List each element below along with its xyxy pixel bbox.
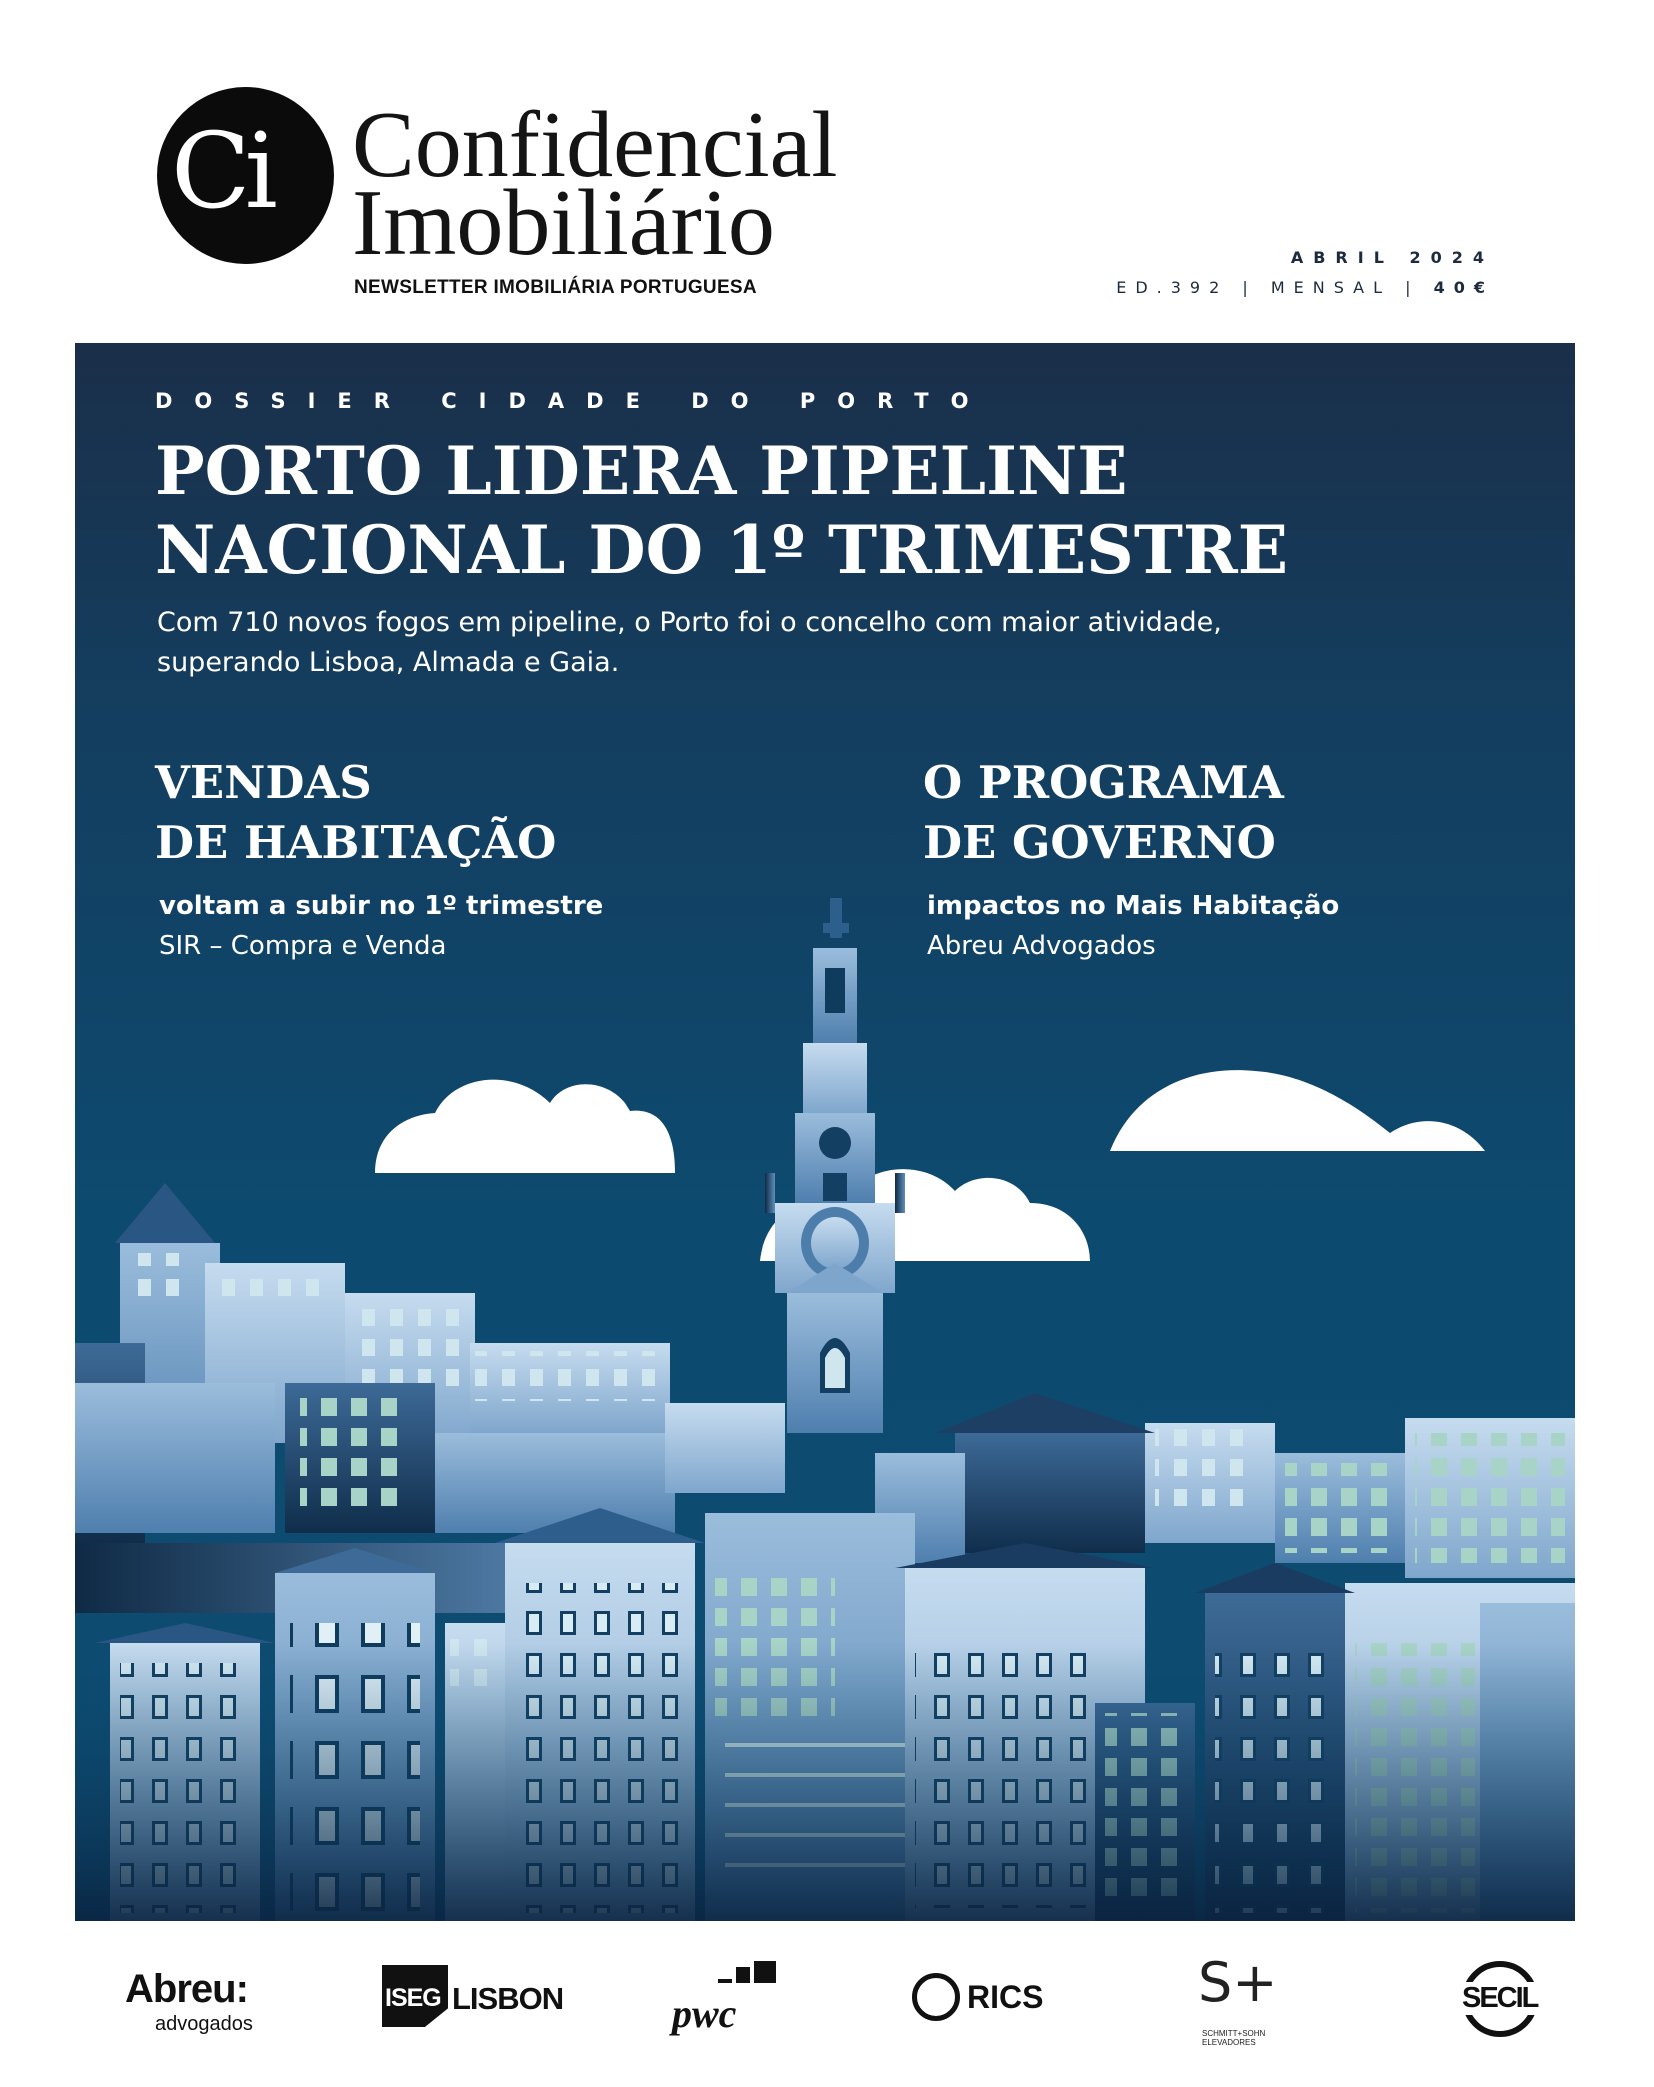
feature-left-subtitle: voltam a subir no 1º trimestre <box>159 891 604 921</box>
logo-letters: Ci <box>171 110 272 232</box>
dossier-kicker: DOSSIER CIDADE DO PORTO <box>155 389 991 413</box>
clerigos-tower <box>765 898 905 1433</box>
issue-date: ABRIL 2024 <box>1290 248 1494 267</box>
feature-left-title-line1: VENDAS <box>155 756 372 809</box>
edition-number: ED.392 <box>1116 278 1229 297</box>
issue-meta: ED.392 | MENSAL | 40€ <box>1116 278 1494 297</box>
feature-right-source: Abreu Advogados <box>927 931 1156 961</box>
abreu-logo-sub: advogados <box>155 2013 253 2035</box>
schmitt-caption-line2: ELEVADORES <box>1202 2038 1256 2047</box>
feature-left-title-line2: DE HABITAÇÃO <box>155 816 557 869</box>
rics-logo: RICS <box>967 1979 1044 2015</box>
feature-left-source: SIR – Compra e Venda <box>159 931 447 961</box>
price: 40€ <box>1433 278 1494 297</box>
iseg-logo-lisbon: LISBON <box>452 1981 564 2016</box>
pwc-logo: pwc <box>672 1991 737 2036</box>
schmitt-sohn-caption <box>1202 2029 1265 2047</box>
frequency: MENSAL <box>1270 278 1392 297</box>
brand-name-line1: Confidencial <box>352 93 838 197</box>
rics-lion-icon <box>912 1973 960 2021</box>
ci-logo-mark <box>157 87 334 264</box>
feature-right-title-line2: DE GOVERNO <box>923 816 1276 869</box>
feature-right-subtitle: impactos no Mais Habitação <box>927 891 1340 921</box>
tagline: NEWSLETTER IMOBILIÁRIA PORTUGUESA <box>354 277 757 298</box>
abreu-logo: Abreu: <box>125 1967 248 2011</box>
schmitt-sohn-logo: S+ <box>1198 1951 1278 2014</box>
headline-line1: PORTO LIDERA PIPELINE <box>155 432 1128 510</box>
cover-panel <box>75 343 1575 1921</box>
schmitt-caption-line1: SCHMITT+SOHN <box>1202 2029 1266 2038</box>
sponsor-logos <box>0 1951 1654 2065</box>
lead-line1: Com 710 novos fogos em pipeline, o Porto foi o concelho com maior atividade, <box>157 607 1222 638</box>
iseg-logo-text: ISEG <box>385 1984 441 2012</box>
secil-logo: SECIL <box>1462 1982 1538 2014</box>
feature-right-title-line1: O PROGRAMA <box>923 756 1284 809</box>
pwc-blocks-icon <box>718 1961 778 1989</box>
lead-line2: superando Lisboa, Almada e Gaia. <box>157 647 620 678</box>
headline-line2: NACIONAL DO 1º TRIMESTRE <box>155 511 1289 589</box>
brand-name-line2: Imobiliário <box>352 171 775 275</box>
